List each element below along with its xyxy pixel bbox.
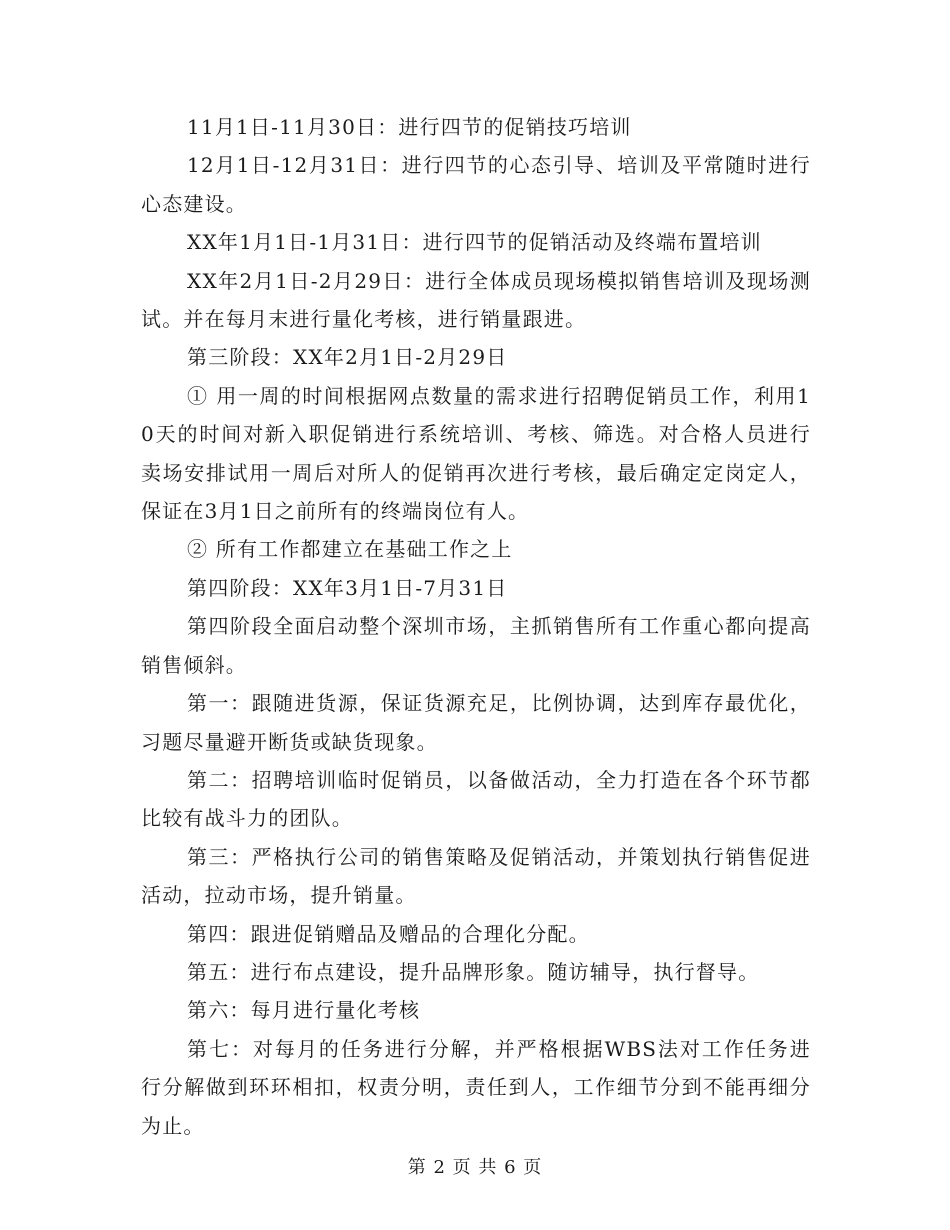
- list-item: 第五：进行布点建设，提升品牌形象。随访辅导，执行督导。: [187, 959, 760, 984]
- list-item: 第二：招聘培训临时促销员，以备做活动，全力打造在各个环节都比较有战斗力的团队。: [141, 767, 811, 831]
- section-heading: 第四阶段：XX年3月1日-7月31日: [187, 575, 508, 600]
- list-item: 第七：对每月的任务进行分解，并严格根据WBS法对工作任务进行分解做到环环相扣，权责分明，责任到人，工作细节分到不能再细分为止。: [141, 1036, 811, 1138]
- list-item: 第三：严格执行公司的销售策略及促销活动，并策划执行销售促进活动，拉动市场，提升销量。: [141, 844, 811, 908]
- section-heading: 第三阶段：XX年2月1日-2月29日: [187, 345, 508, 370]
- paragraph: XX年1月1日-1月31日：进行四节的促销活动及终端布置培训: [187, 230, 762, 255]
- paragraph: 12月1日-12月31日：进行四节的心态引导、培训及平常随时进行心态建设。: [141, 153, 811, 216]
- paragraph: ① 用一周的时间根据网点数量的需求进行招聘促销员工作，利用10天的时间对新入职促销进行系统培训、考核、筛选。对合格人员进行卖场安排试用一周后对所人的促销再次进行考核，最后确定定岗定人，保证在3月1日之前所有的终端岗位有人。: [141, 383, 811, 524]
- list-item: 第一：跟随进货源，保证货源充足，比例协调，达到库存最优化，习题尽量避开断货或缺货现象。: [141, 691, 811, 754]
- page-number-footer: 第 2 页 共 6 页: [407, 1157, 543, 1178]
- list-item: 第四：跟进促销赠品及赠品的合理化分配。: [187, 921, 590, 946]
- paragraph: 11月1日-11月30日：进行四节的促销技巧培训: [187, 115, 632, 139]
- paragraph: 第四阶段全面启动整个深圳市场，主抓销售所有工作重心都向提高销售倾斜。: [141, 614, 811, 677]
- paragraph: XX年2月1日-2月29日：进行全体成员现场模拟销售培训及现场测试。并在每月末进行量化考核，进行销量跟进。: [141, 268, 811, 332]
- list-item: 第六：每月进行量化考核: [187, 998, 421, 1023]
- document-body: [141, 108, 811, 1145]
- paragraph: ② 所有工作都建立在基础工作之上: [187, 537, 513, 562]
